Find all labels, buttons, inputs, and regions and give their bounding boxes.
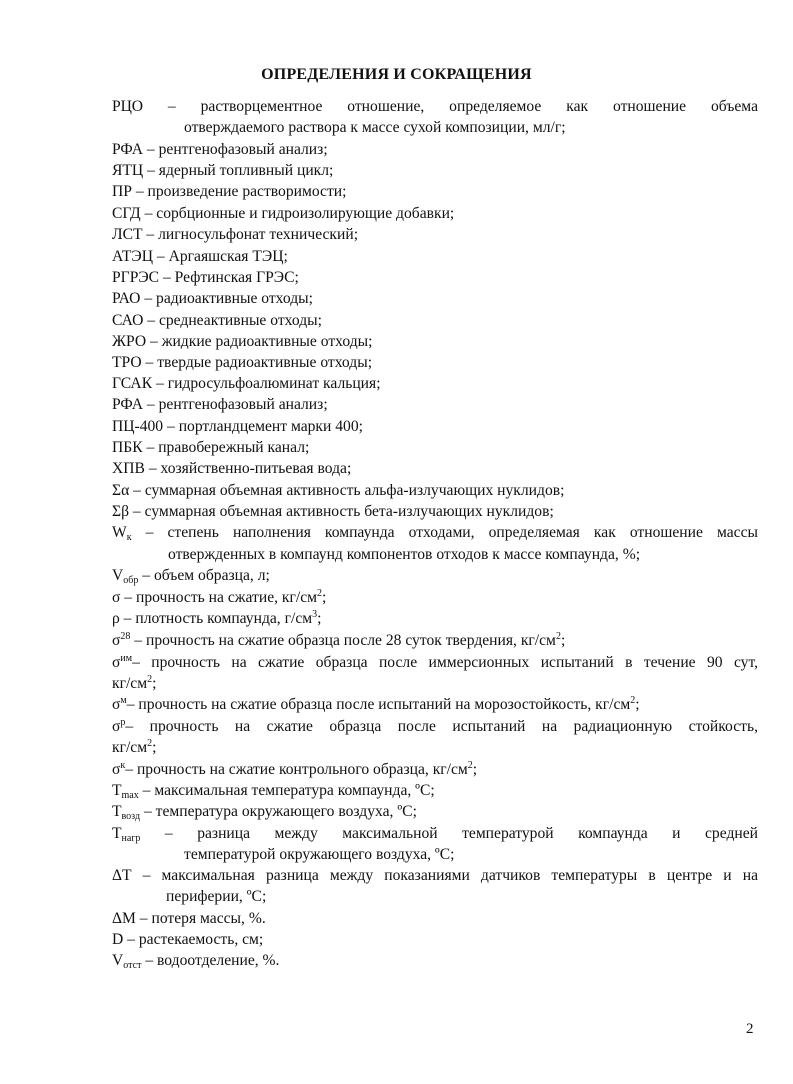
entry-hpv: ХПВ – хозяйственно-питьевая вода; [112,460,352,477]
entry-rho: ρ – плотность компаунда, $г/см^3$; [112,609,322,627]
entry-sao: САО – среднеактивные отходы; [112,312,322,329]
entry-tro: ТРО – твердые радиоактивные отходы; [112,354,373,371]
entry-rco-cont: отверждаемого раствора к массе сухой композиции, мл/г; [184,119,566,136]
entry-sigma-r: $\sigma^р-$ прочность на сжатие образца после испытаний на радиационную стойкость, [112,717,758,735]
entry-rfa: РФА – рентгенофазовый анализ; [112,141,328,158]
entry-sigma-r-cont: $кг/см^2$; [112,738,157,756]
entry-sigma: σ – прочность на сжатие, $кг/см^2$; [112,588,327,606]
entry-sum-alpha: Σα – суммарная объемная активность альфа-излучающих нуклидов; [112,482,565,499]
entry-sigma-k: $\sigma^к-$ прочность на сжатие контрольного образца, $кг/см^2$; [112,760,478,778]
entry-pc400: ПЦ-400 – портландцемент марки 400; [112,418,363,435]
entry-zhro: ЖРО – жидкие радиоактивные отходы; [112,333,373,350]
page-title: ОПРЕДЕЛЕНИЯ И СОКРАЩЕНИЯ [261,66,532,83]
entry-sigma-im: $\sigma^{им}-$ прочность на сжатие образца после иммерсионных испытаний в течение 90 сут, [112,653,758,671]
entry-pr: ПР – произведение растворимости; [112,183,347,200]
entry-d: D – растекаемость, см; [112,931,264,948]
entry-vobr: $V_{обр}$ – объем образца, л; [112,567,270,586]
entry-gsak: ГСАК – гидросульфоалюминат кальция; [112,375,381,392]
entry-lst: ЛСТ – лигносульфонат технический; [112,226,359,243]
entry-sigma28: $\sigma^{28}$ – прочность на сжатие образца после 28 суток твердения, $кг/см^2$; [112,631,566,649]
entry-sigma-m: $\sigma^м-$ прочность на сжатие образца после испытаний на морозостойкость, $кг/см^2$; [112,695,640,713]
entry-tmax: $Т_{max}$ – максимальная температура компаунда, ºС; [112,782,435,801]
entry-wk: $W_к$ – степень наполнения компаунда отходами, определяемая как отношение массы [112,524,758,543]
entry-tvozd: $Т_{возд}$ – температура окружающего воздуха, ºС; [112,803,417,822]
entry-tnagr: $Т_{нагр}$ – разница между максимальной температурой компаунда и средней [112,825,758,844]
entry-tnagr-cont: температурой окружающего воздуха, ºС; [184,846,455,863]
entry-sigma-im-cont: $кг/см^2$; [112,674,157,692]
entry-rao: РАО – радиоактивные отходы; [112,290,313,307]
entry-votst: $V_{отст}$ – водоотделение, %. [112,952,280,971]
entry-delta-t: ΔТ – максимальная разница между показаниями датчиков температуры в центре и на [112,867,758,884]
entry-wk-cont: отвержденных в компаунд компонентов отходов к массе компаунда, %; [168,546,641,563]
entry-yatc: ЯТЦ – ядерный топливный цикл; [112,162,334,179]
entry-delta-t-cont: периферии, ºС; [166,888,267,905]
entry-delta-m: ΔМ – потеря массы, %. [112,910,266,927]
entry-rco: РЦО – растворцементное отношение, определяемое как отношение объема [112,98,758,115]
entry-pbk: ПБК – правобережный канал; [112,439,310,456]
entry-sum-beta: Σβ – суммарная объемная активность бета-излучающих нуклидов; [112,503,554,520]
entry-sgd: СГД – сорбционные и гидроизолирующие добавки; [112,205,455,222]
entry-rfa-2: РФА – рентгенофазовый анализ; [112,396,328,413]
entry-rgres: РГРЭС – Рефтинская ГРЭС; [112,269,299,286]
entry-atec: АТЭЦ – Аргаяшская ТЭЦ; [112,248,288,265]
page-number: 2 [746,1021,754,1037]
